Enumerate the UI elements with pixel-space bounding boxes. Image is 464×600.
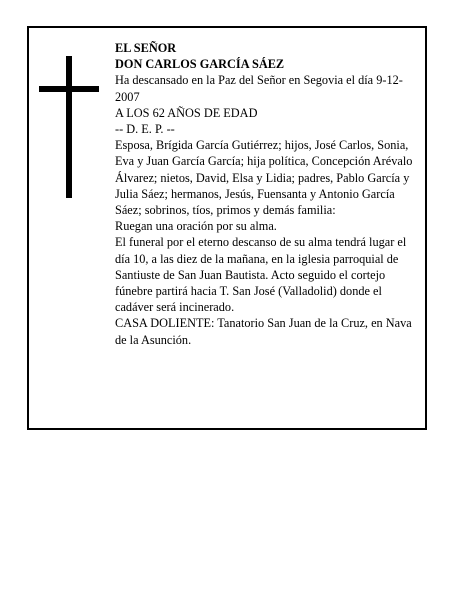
mourning-house: CASA DOLIENTE: Tanatorio San Juan de la Cruz, en Nava de la Asunción. [115, 316, 412, 347]
obituary-text [115, 40, 421, 348]
cross-horizontal-bar [39, 86, 99, 92]
title-line-1: EL SEÑOR [115, 41, 177, 55]
age-line: A LOS 62 AÑOS DE EDAD [115, 105, 258, 120]
obituary-notice [27, 26, 427, 430]
funeral-info: El funeral por el eterno descanso de su alma tendrá lugar el día 10, a las diez de la mañana, en la iglesia parroquial de Santiuste de San Juan Bautista. Acto seguido el cortejo fúnebre partirá hacia T. San José (Valladolid) donde el cadáver será incinerado. [115, 235, 407, 315]
prayer-request: Ruegan una oración por su alma. [115, 219, 277, 234]
family-list: Esposa, Brígida García Gutiérrez; hijos, José Carlos, Sonia, Eva y Juan García García; hija política, Concepción Arévalo Álvarez; nietos, David, Elsa y Lidia; padres, Pablo García y Julia Sáez; hermanos, Jesús, Fuensanta y Antonio García Sáez; sobrinos, tíos, primos y demás familia: [115, 138, 413, 218]
latin-cross-icon [39, 56, 99, 198]
deceased-name: DON CARLOS GARCÍA SÁEZ [115, 57, 285, 72]
cross-vertical-bar [66, 56, 72, 198]
death-statement: Ha descansado en la Paz del Señor en Segovia el día 9-12-2007 [115, 73, 403, 104]
rip-line: -- D. E. P. -- [115, 122, 175, 137]
